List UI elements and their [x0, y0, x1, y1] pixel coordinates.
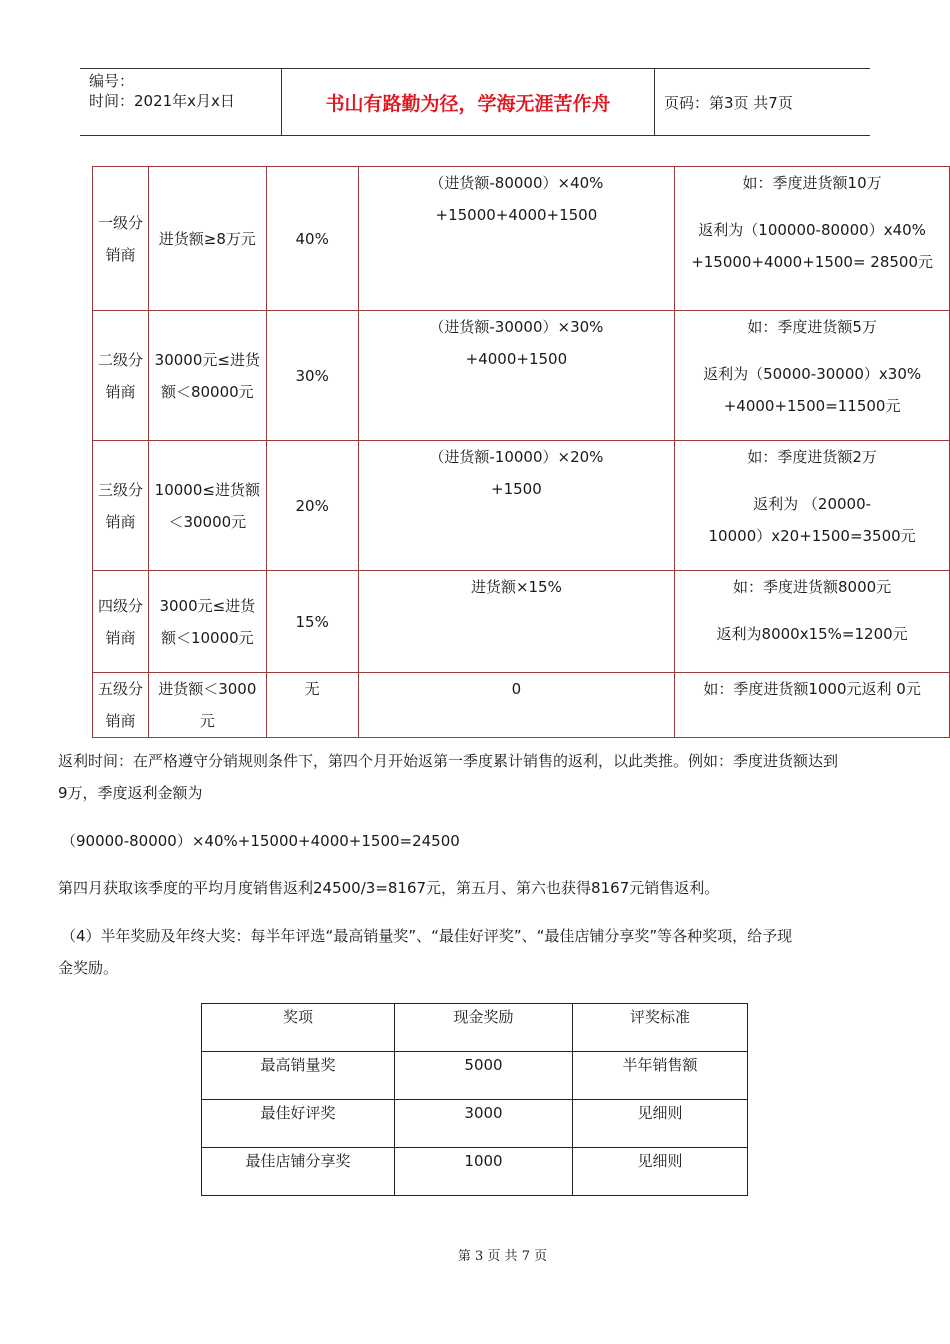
- purchase-range-line: 额＜10000元: [160, 628, 254, 647]
- rebate-calculation: （90000-80000）×40%+15000+4000+1500=24500: [61, 832, 460, 850]
- rebate-row: [93, 571, 950, 673]
- rebate-formula: [358, 441, 675, 571]
- rebate-rate: [266, 167, 358, 311]
- rebate-example-line: 返利为 （20000-: [753, 495, 872, 513]
- distributor-level-line: 销商: [105, 382, 136, 401]
- awards-intro-line-1: （4）半年奖励及年终大奖：每半年评选“最高销量奖”、“最佳好评奖”、“最佳店铺分享奖”等各种奖项，给予现: [61, 927, 793, 945]
- distributor-level: [93, 571, 149, 673]
- rebate-formula: [358, 571, 675, 673]
- header-date-label: 时间：2021年x月x日: [89, 92, 235, 110]
- awards-header-cell: 奖项: [202, 1004, 395, 1052]
- rebate-example-line: +15000+4000+1500= 28500元: [691, 253, 934, 271]
- rebate-example-line: 10000）x20+1500=3500元: [708, 527, 916, 545]
- rebate-example: [675, 167, 950, 311]
- rebate-example: [675, 673, 950, 738]
- distributor-level-line: 销商: [105, 512, 136, 531]
- awards-header-cell: 现金奖励: [395, 1004, 573, 1052]
- purchase-range-line: 进货额＜3000: [158, 680, 257, 698]
- rebate-rate-line: 20%: [295, 496, 329, 515]
- distributor-level-line: 二级分: [97, 350, 143, 369]
- rebate-example-line: +4000+1500=11500元: [723, 397, 901, 415]
- awards-cell: 1000: [395, 1148, 573, 1196]
- rebate-formula-line: +4000+1500: [465, 350, 568, 368]
- awards-row: [202, 1052, 748, 1100]
- awards-cell: 3000: [395, 1100, 573, 1148]
- rebate-rate: [266, 311, 358, 441]
- header-motto: 书山有路勤为径，学海无涯苦作舟: [325, 93, 611, 115]
- distributor-level: [93, 441, 149, 571]
- awards-cell: 半年销售额: [573, 1052, 748, 1100]
- purchase-range-line: ＜30000元: [168, 512, 247, 531]
- awards-cell: 最高销量奖: [202, 1052, 395, 1100]
- distributor-level-line: 五级分: [97, 680, 143, 698]
- rebate-formula-line: （进货额-10000）×20%: [429, 448, 604, 466]
- rebate-formula-line: +1500: [491, 480, 542, 498]
- rebate-formula: [358, 673, 675, 738]
- purchase-range: [148, 571, 266, 673]
- rebate-formula-line: +15000+4000+1500: [435, 206, 598, 224]
- rebate-rate-line: 无: [304, 680, 320, 698]
- monthly-rebate-text: 第四月获取该季度的平均月度销售返利24500/3=8167元，第五月、第六也获得8167元销售返利。: [58, 879, 720, 897]
- header-divider-right: [654, 68, 655, 136]
- awards-row: [202, 1148, 748, 1196]
- rebate-rate-line: 30%: [295, 366, 329, 385]
- distributor-level: [93, 673, 149, 738]
- rebate-rate-line: 15%: [295, 612, 329, 631]
- purchase-range-line: 元: [199, 712, 215, 730]
- header-top-rule: [80, 68, 870, 69]
- header-number-label: 编号：: [89, 72, 135, 90]
- distributor-level: [93, 167, 149, 311]
- purchase-range-line: 30000元≤进货: [154, 350, 260, 369]
- purchase-range: [148, 311, 266, 441]
- awards-intro-line-2: 金奖励。: [58, 959, 119, 977]
- awards-cell: 最佳店铺分享奖: [202, 1148, 395, 1196]
- page-footer: 第 3 页 共 7 页: [457, 1249, 548, 1264]
- awards-cell: 5000: [395, 1052, 573, 1100]
- rebate-rate: [266, 441, 358, 571]
- rebate-rate: [266, 673, 358, 738]
- distributor-level-line: 一级分: [97, 213, 143, 232]
- distributor-level-line: 销商: [105, 245, 136, 264]
- purchase-range: [148, 673, 266, 738]
- distributor-level-line: 三级分: [97, 480, 143, 499]
- awards-cell: 见细则: [573, 1100, 748, 1148]
- rebate-row: [93, 167, 950, 311]
- awards-cell: 最佳好评奖: [202, 1100, 395, 1148]
- rebate-row: [93, 673, 950, 738]
- rebate-formula: [358, 311, 675, 441]
- rebate-rate-line: 40%: [295, 229, 329, 248]
- rebate-example-line: 返利为（100000-80000）x40%: [698, 221, 926, 239]
- rebate-table: [92, 166, 950, 738]
- awards-header-cell: 评奖标准: [573, 1004, 748, 1052]
- rebate-example-line: 如：季度进货额8000元: [733, 578, 892, 596]
- awards-cell: 见细则: [573, 1148, 748, 1196]
- awards-header-row: [202, 1004, 748, 1052]
- rebate-example-line: 如：季度进货额1000元返利 0元: [703, 680, 921, 698]
- rebate-formula: [358, 167, 675, 311]
- rebate-formula-line: 进货额×15%: [470, 578, 562, 596]
- rebate-rate: [266, 571, 358, 673]
- rebate-example-line: 如：季度进货额10万: [742, 174, 882, 192]
- rebate-formula-line: （进货额-80000）×40%: [429, 174, 604, 192]
- rebate-row: [93, 311, 950, 441]
- purchase-range-line: 10000≤进货额: [154, 480, 260, 499]
- purchase-range-line: 进货额≥8万元: [158, 229, 256, 248]
- awards-table: [201, 1003, 748, 1196]
- rebate-example-line: 返利为（50000-30000）x30%: [703, 365, 922, 383]
- rebate-formula-line: 0: [511, 680, 522, 698]
- rebate-time-line-2: 9万，季度返利金额为: [58, 784, 203, 802]
- distributor-level-line: 销商: [105, 628, 136, 647]
- awards-row: [202, 1100, 748, 1148]
- distributor-level: [93, 311, 149, 441]
- rebate-example: [675, 441, 950, 571]
- header-bottom-rule: [80, 135, 870, 136]
- distributor-level-line: 销商: [105, 712, 136, 730]
- rebate-example-line: 如：季度进货额2万: [747, 448, 877, 466]
- purchase-range: [148, 167, 266, 311]
- rebate-time-line-1: 返利时间：在严格遵守分销规则条件下，第四个月开始返第一季度累计销售的返利，以此类推。例如：季度进货额达到: [58, 752, 839, 770]
- rebate-example-line: 返利为8000x15%=1200元: [716, 625, 908, 643]
- rebate-formula-line: （进货额-30000）×30%: [429, 318, 604, 336]
- rebate-example: [675, 311, 950, 441]
- purchase-range-line: 额＜80000元: [160, 382, 254, 401]
- rebate-row: [93, 441, 950, 571]
- purchase-range: [148, 441, 266, 571]
- distributor-level-line: 四级分: [97, 596, 143, 615]
- rebate-example: [675, 571, 950, 673]
- rebate-example-line: 如：季度进货额5万: [747, 318, 877, 336]
- header-page-label: 页码：第3页 共7页: [664, 94, 793, 112]
- purchase-range-line: 3000元≤进货: [159, 596, 256, 615]
